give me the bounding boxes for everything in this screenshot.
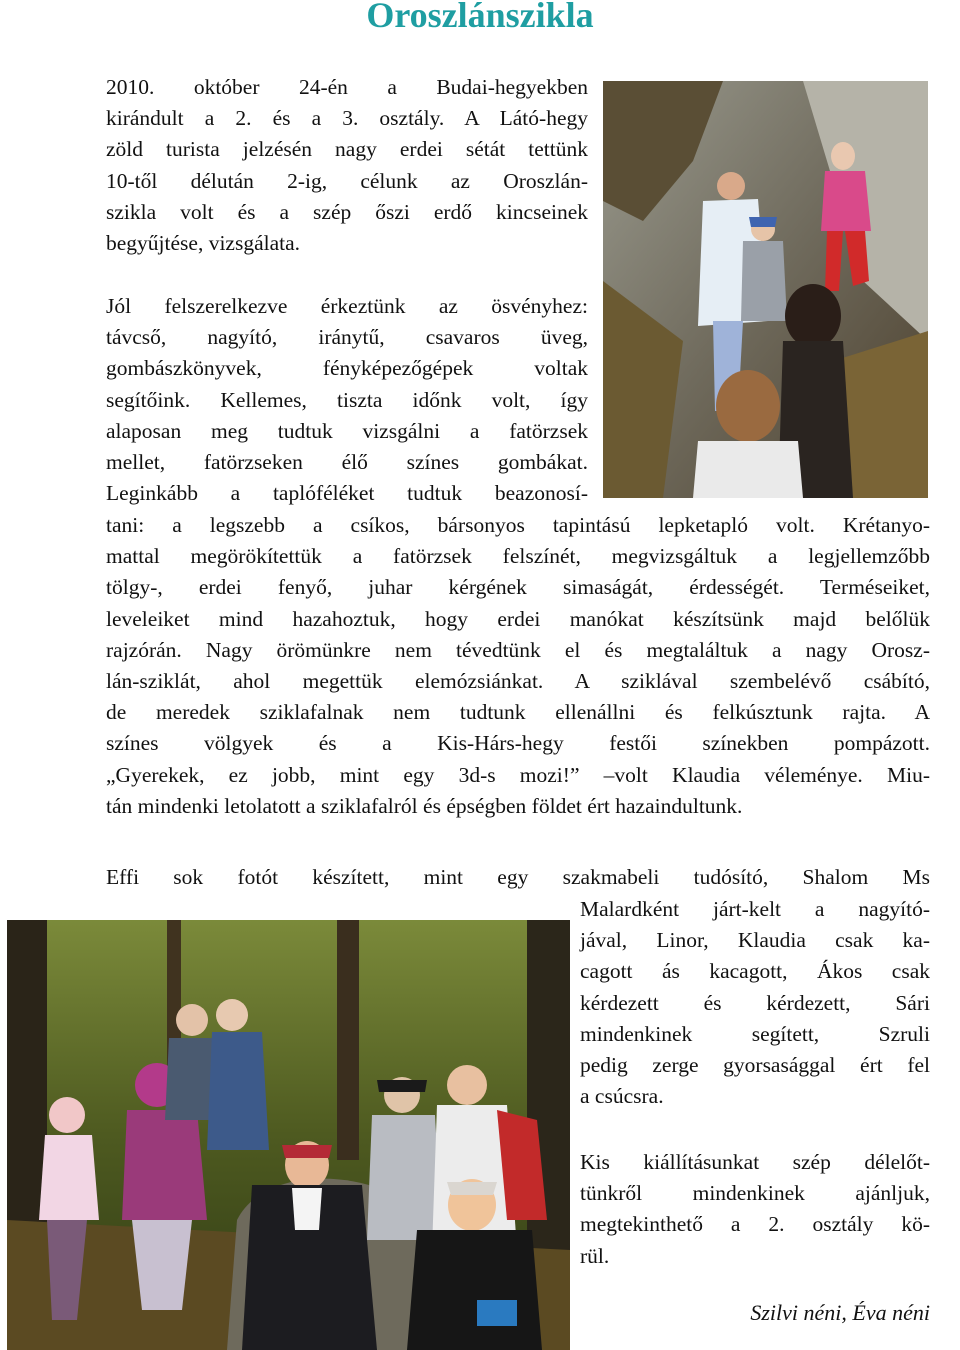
text-line: 10-től délután 2-ig, célunk az Oroszlán- (106, 168, 588, 193)
text-line: kérdezett és kérdezett, Sári (580, 990, 930, 1015)
text-line: zöld turista jelzésén nagy erdei sétát tettünk (106, 137, 588, 162)
text-line: pedig zerge gyorsasággal ért fel (580, 1052, 930, 1077)
text-line: kirándult a 2. és a 3. osztály. A Látó-hegy (106, 106, 588, 131)
group-photo (7, 920, 570, 1350)
text-line: Effi sok fotót készített, mint egy szakmabeli tudósító, Shalom Ms (106, 865, 930, 889)
text-line: tünkről mindenkinek ajánljuk, (580, 1181, 930, 1206)
exhibition-paragraph (580, 1147, 930, 1272)
text-line: leveleiket mind hazahoztuk, hogy erdei manókat készítsünk majd belőlük (106, 606, 930, 631)
text-line: tölgy-, erdei fenyő, juhar kérgének simaságát, érdességét. Terméseiket, (106, 575, 930, 600)
text-line: a csúcsra. (580, 1084, 664, 1109)
text-line: távcső, nagyító, iránytű, csavaros üveg, (106, 325, 588, 350)
text-line: gombászkönyvek, fényképezőgépek voltak (106, 356, 588, 381)
text-line: Malardként járt-kelt a nagyító- (580, 897, 930, 921)
text-line: szikla volt és a szép őszi erdő kincseinek (106, 199, 588, 224)
text-line: színes völgyek és a Kis-Hárs-hegy festői színekben pompázott. (106, 731, 930, 756)
equipment-paragraph (106, 291, 588, 509)
text-line: mindenkinek segített, Szruli (580, 1021, 930, 1046)
text-line: rajzórán. Nagy örömünkre nem tévedtünk el és megtaláltuk a nagy Orosz- (106, 637, 930, 662)
text-line: megtekinthető a 2. osztály kö- (580, 1212, 930, 1237)
text-line: tán mindenki letolatott a sziklafalról és épségben földet ért hazaindultunk. (106, 793, 743, 818)
photographer-paragraph (106, 862, 930, 893)
text-line: 2010. október 24-én a Budai-hegyekben (106, 75, 588, 99)
equipment-paragraph-continued (106, 510, 930, 822)
text-line: segítőink. Kellemes, tiszta időnk volt, így (106, 387, 588, 412)
text-line: Kis kiállításunkat szép délelőt- (580, 1150, 930, 1174)
photographer-paragraph-continued (580, 894, 930, 1112)
text-line: tani: a legszebb a csíkos, bársonyos tapintású lepketapló volt. Krétanyo- (106, 513, 930, 537)
text-line: de meredek sziklafalnak nem tudtunk ellenállni és felkúsztunk rajta. A (106, 700, 930, 725)
text-line: mattal megörökítettük a fatörzsek felszínét, megvizsgáltuk a legjellemzőbb (106, 544, 930, 569)
text-line: Leginkább a taplóféléket tudtuk beazonosí- (106, 481, 588, 506)
signature: Szilvi néni, Éva néni (750, 1300, 930, 1325)
text-line: mellet, fatörzseken élő színes gombákat. (106, 449, 588, 474)
text-line: „Gyerekek, ez jobb, mint egy 3d-s mozi!” –volt Klaudia véleménye. Miu- (106, 762, 930, 787)
text-line: Jól felszerelkezve érkeztünk az ösvényhez: (106, 294, 588, 318)
text-line: rül. (580, 1243, 610, 1268)
text-line: alaposan meg tudtuk vizsgálni a fatörzsek (106, 418, 588, 443)
text-line: begyűjtése, vizsgálata. (106, 230, 301, 255)
text-line: cagott ás kacagott, Ákos csak (580, 959, 930, 984)
climbing-photo (603, 81, 928, 498)
intro-paragraph (106, 72, 588, 259)
text-line: jával, Linor, Klaudia csak ka- (580, 928, 930, 953)
page-title: Oroszlánszikla (366, 0, 594, 35)
text-line: lán-sziklát, ahol megettük elemózsiánkat. A sziklával szembelévő csábító, (106, 668, 930, 693)
